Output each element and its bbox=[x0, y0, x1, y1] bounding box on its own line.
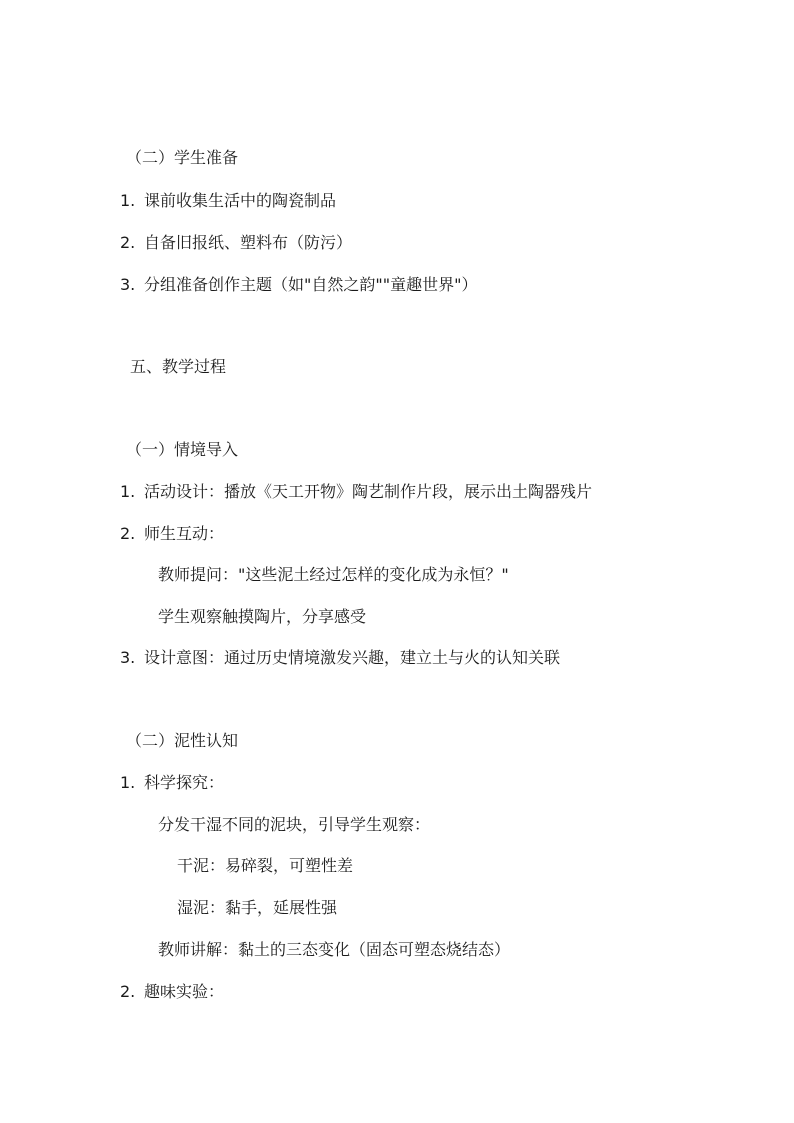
sub-item-teacher-question: 教师提问："这些泥土经过怎样的变化成为永恒？" bbox=[158, 565, 509, 584]
list-text: 师生互动： bbox=[144, 524, 225, 543]
list-item bbox=[120, 524, 224, 544]
list-text: 设计意图：通过历史情境激发兴趣，建立土与火的认知关联 bbox=[144, 648, 561, 667]
list-text: 趣味实验： bbox=[144, 982, 225, 1001]
subsection-heading-clay: （二）泥性认知 bbox=[126, 731, 239, 750]
list-number: 1. bbox=[120, 191, 136, 210]
list-text: 活动设计：播放《天工开物》陶艺制作片段，展示出土陶器残片 bbox=[144, 482, 593, 501]
sub-item-teacher-explain: 教师讲解：黏土的三态变化（固态可塑态烧结态） bbox=[158, 940, 511, 959]
list-number: 1. bbox=[120, 482, 136, 501]
list-item bbox=[120, 275, 477, 295]
section-heading-teaching-process: 五、教学过程 bbox=[130, 357, 227, 376]
list-text: 分组准备创作主题（如"自然之韵""童趣世界"） bbox=[144, 275, 478, 294]
subsection-heading-intro: （一）情境导入 bbox=[126, 440, 239, 459]
list-text: 科学探究： bbox=[144, 773, 225, 792]
list-item bbox=[120, 773, 224, 793]
list-number: 3. bbox=[120, 275, 136, 294]
section-heading-student-prep: （二）学生准备 bbox=[126, 148, 239, 167]
list-text: 课前收集生活中的陶瓷制品 bbox=[144, 191, 337, 210]
sub-sub-item-dry-clay: 干泥：易碎裂，可塑性差 bbox=[177, 856, 354, 875]
list-item bbox=[120, 233, 352, 253]
list-number: 2. bbox=[120, 982, 136, 1001]
list-number: 2. bbox=[120, 524, 136, 543]
list-item bbox=[120, 982, 224, 1002]
sub-item-distribute-clay: 分发干湿不同的泥块，引导学生观察： bbox=[158, 815, 431, 834]
list-number: 2. bbox=[120, 233, 136, 252]
list-number: 1. bbox=[120, 773, 136, 792]
list-item bbox=[120, 191, 336, 211]
list-item bbox=[120, 482, 592, 502]
list-number: 3. bbox=[120, 648, 136, 667]
list-text: 自备旧报纸、塑料布（防污） bbox=[144, 233, 353, 252]
sub-item-student-observe: 学生观察触摸陶片，分享感受 bbox=[158, 607, 367, 626]
list-item bbox=[120, 648, 560, 668]
sub-sub-item-wet-clay: 湿泥：黏手，延展性强 bbox=[177, 898, 338, 917]
